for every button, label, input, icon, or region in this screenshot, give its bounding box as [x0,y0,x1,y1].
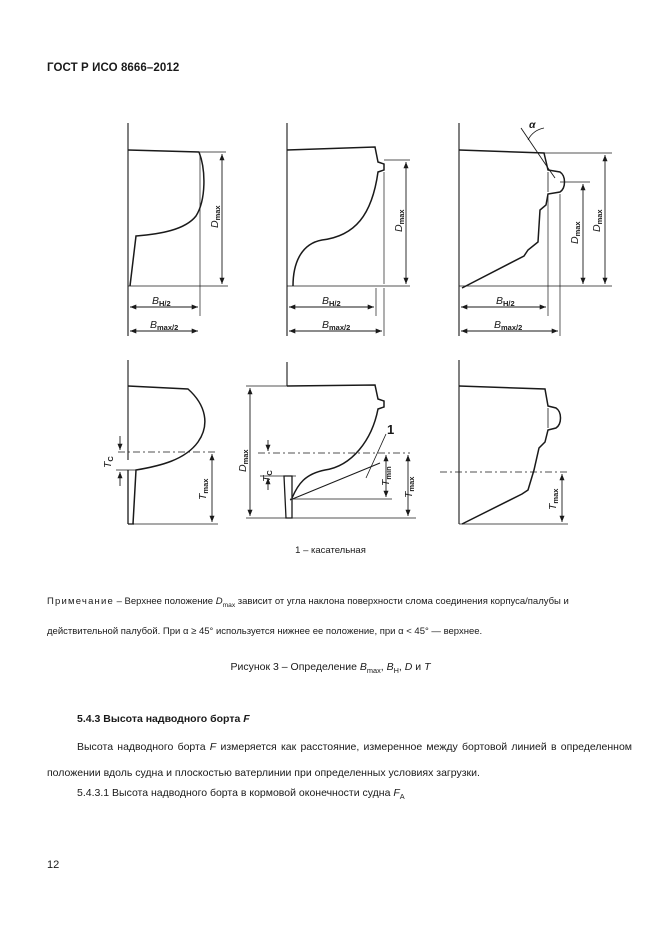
svg-text:Tmin [380,466,393,486]
panel-top-3 [459,123,612,336]
note-text-2: зависит от угла наклона поверхности слома соединения корпуса/палубы и действительной палубой. При α ≥ 45° используется нижнее ее положение, при α < 45° — верхнее. [47,596,569,637]
caption-and: и [412,661,425,673]
label-d-max-sub: max [573,221,582,237]
tangent-marker: 1 [387,422,395,437]
label-b-max2-sub: max/2 [329,323,351,332]
section-symbol: F [243,713,250,725]
svg-text:Bmax/2 [322,319,350,332]
subsection-symbol: F [393,787,400,799]
label-d-max-sub: max [241,449,250,465]
body-paragraph [47,734,632,786]
svg-text:Bmax/2 [494,319,522,332]
svg-text:Tmax [197,478,210,500]
svg-text:BH/2 [496,295,515,308]
page-number: 12 [47,859,60,871]
paragraph-text-2: измеряется как расстояние, измеренное между бортовой линией в определенном положении вдоль судна и плоскостью ватерлинии при определенных условиях загрузки. [47,741,633,779]
label-b-max2: B [494,319,502,331]
caption-b2: B [386,661,394,673]
svg-text:BH/2 [152,295,171,308]
label-d-max: D [591,224,603,232]
subsection-heading [77,787,405,801]
subsection-text: 5.4.3.1 Высота надводного борта в кормовой оконечности судна [77,787,394,799]
note-d: D [215,596,223,607]
section-title: Высота надводного борта [100,713,244,725]
caption-sep2: , [398,661,405,673]
panel-top-2 [287,123,410,336]
paragraph-symbol: F [209,741,217,753]
panel-top-1 [128,123,228,336]
subsection-symbol-sub: A [399,792,405,802]
paragraph-text [47,734,632,786]
label-d-max-sub: max [595,209,604,225]
note-text-1: – Верхнее положение [114,596,216,607]
label-t-c-sub: C [106,456,115,462]
label-b-h2: B [322,295,330,307]
document-header: ГОСТ Р ИСО 8666–2012 [47,62,180,74]
label-t-min: T [380,479,392,486]
label-d-max-sub: max [397,209,406,225]
label-t-max: T [547,503,559,510]
label-t-c: T [102,461,114,468]
svg-text:BH/2 [322,295,341,308]
panel-bottom-2 [246,362,416,518]
label-d-max: D [237,464,249,472]
caption-b1: B [359,661,367,673]
note-label: Примечание [47,596,114,607]
label-alpha: α [529,119,536,131]
caption-t: T [424,661,431,673]
caption-b2-sub: H [393,666,399,676]
label-b-max2: B [322,319,330,331]
label-t-c: T [261,475,273,482]
caption-b1-sub: max [366,666,381,676]
svg-text:TC [102,456,115,468]
label-b-h2: B [496,295,504,307]
label-b-h2-sub: H/2 [503,299,515,308]
label-b-h2: B [152,295,160,307]
figure-legend: 1 – касательная [295,545,366,556]
figure-caption [0,661,661,675]
label-d-max-sub: max [213,205,222,221]
svg-text:TC [261,470,274,482]
section-heading [77,713,250,725]
caption-prefix: Рисунок 3 – Определение [230,661,360,673]
figure-note [47,589,632,645]
label-t-max-sub: max [201,478,210,494]
svg-text:Dmax [393,209,406,232]
label-b-max2-sub: max/2 [157,323,179,332]
svg-text:Dmax [237,449,250,472]
panel-bottom-3 [440,360,568,524]
label-d-max: D [569,236,581,244]
label-t-c-sub: C [265,470,274,476]
label-t-max: T [197,493,209,500]
label-t-max-sub: max [407,476,416,492]
label-b-h2-sub: H/2 [159,299,171,308]
section-number: 5.4.3 [77,713,101,725]
label-t-max-sub: max [551,488,560,504]
svg-text:Tmax [403,476,416,498]
label-d-max: D [393,224,405,232]
caption-d: D [404,661,413,673]
svg-text:Tmax [547,488,560,510]
note-d-sub: max [222,601,236,609]
label-b-max2: B [150,319,158,331]
svg-text:Bmax/2 [150,319,178,332]
label-d-max: D [209,220,221,228]
svg-text:Dmax [569,221,582,244]
label-t-min-sub: min [384,466,393,480]
label-b-h2-sub: H/2 [329,299,341,308]
paragraph-text-1: Высота надводного борта [77,741,210,753]
label-t-max: T [403,491,415,498]
caption-sep1: , [380,661,387,673]
svg-text:Dmax [209,205,222,228]
label-b-max2-sub: max/2 [501,323,523,332]
svg-text:Dmax [591,209,604,232]
